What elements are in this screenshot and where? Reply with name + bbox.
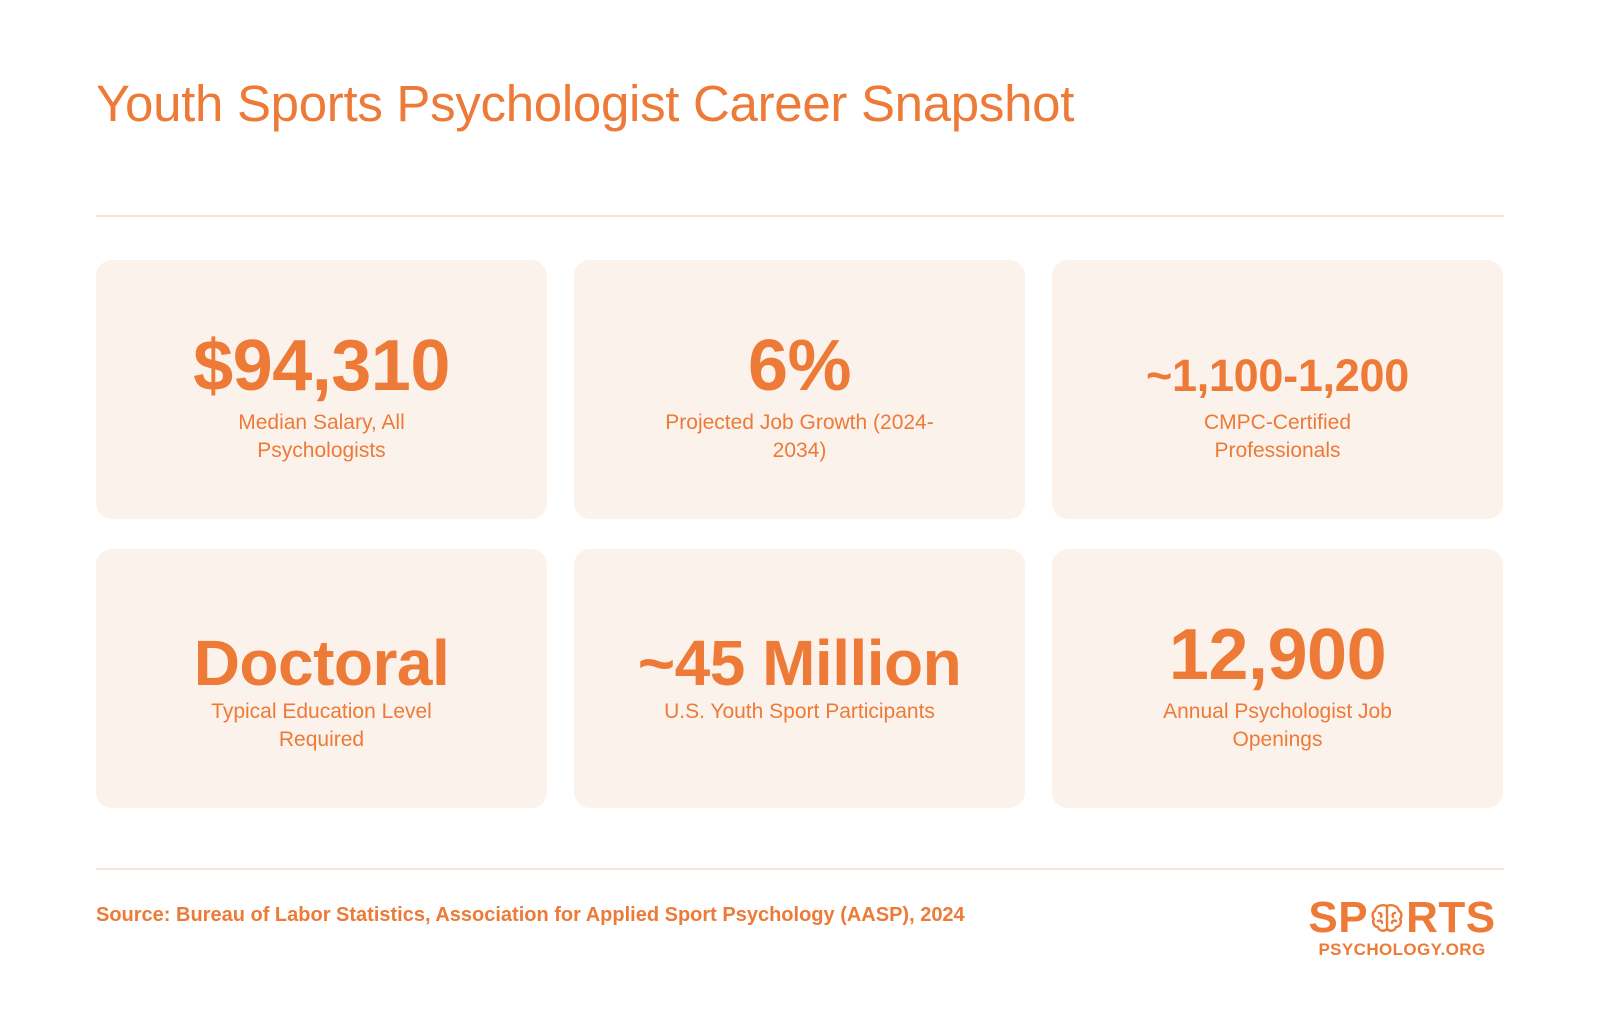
source-citation: Source: Bureau of Labor Statistics, Association for Applied Sport Psychology (AASP), 2024 (96, 904, 965, 926)
stat-value: ~45 Million (637, 627, 962, 699)
stat-card-job-openings (1052, 549, 1503, 808)
stat-value: Doctoral (193, 627, 450, 699)
stats-grid (96, 260, 1504, 808)
stat-label: CMPC-Certified Professionals (1203, 411, 1352, 462)
stat-value: $94,310 (193, 326, 450, 406)
stat-value: ~1,100-1,200 (1146, 350, 1409, 401)
logo-word-end: RTS (1406, 893, 1496, 942)
stat-value: 12,900 (1168, 615, 1387, 695)
logo-word-start: SP (1308, 893, 1369, 942)
stat-card-cmpc-professionals (1052, 260, 1503, 519)
top-divider (96, 215, 1504, 217)
stat-card-education-level (96, 549, 547, 808)
logo-subtitle: PSYCHOLOGY.ORG (1318, 940, 1486, 959)
logo (1302, 893, 1502, 959)
bottom-divider (96, 868, 1504, 870)
brain-icon (1369, 900, 1405, 936)
logo-wordmark (1302, 893, 1502, 942)
stat-card-job-growth (574, 260, 1025, 519)
stat-label: Median Salary, All Psychologists (238, 411, 405, 462)
stat-value: 6% (747, 326, 852, 406)
stat-label: Typical Education Level Required (211, 700, 432, 751)
stat-label: Annual Psychologist Job Openings (1163, 700, 1392, 751)
page-title: Youth Sports Psychologist Career Snapshot (96, 75, 1075, 132)
stat-card-youth-participants (574, 549, 1025, 808)
stat-card-median-salary (96, 260, 547, 519)
stat-label: U.S. Youth Sport Participants (664, 700, 935, 723)
stat-label: Projected Job Growth (2024-2034) (665, 411, 934, 462)
